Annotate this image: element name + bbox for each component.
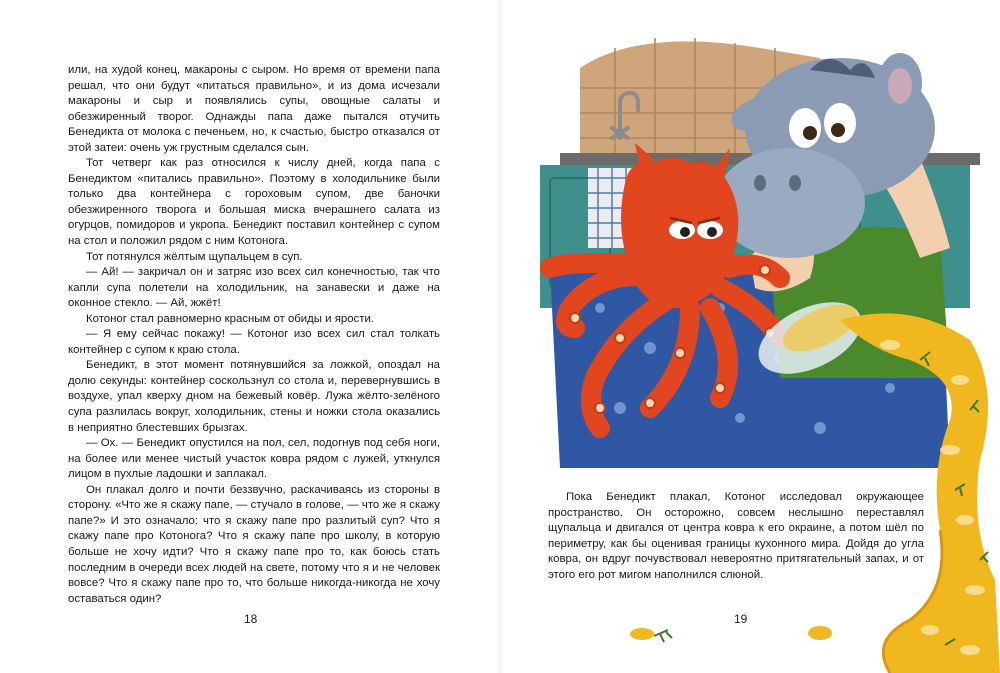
book-spine: [497, 0, 503, 673]
left-page-text: [68, 63, 440, 607]
right-page-text: [548, 490, 924, 583]
paragraph: — Ох. — Бенедикт опустился на пол, сел, подогнув под себя ноги, на более или менее чистый участок ковра рядом с лужей, уткнулся лицом в пухлые ладошки и заплакал.: [68, 437, 440, 481]
paragraph: Пока Бенедикт плакал, Котоног исследовал окружающее пространство. Он осторожно, совсем неслышно переставлял щупальца и двигался от центра ковра к его окраине, а потом шёл по периметру, как бы оценивая границы кухонного мира. Дойдя до угла ковра, он вдруг почувствовал невероятно притягательный запах, и от этого его рот мигом наполнился слюной.: [548, 491, 924, 581]
paragraph: Тот четверг как раз относился к числу дней, когда папа с Бенедиктом «питались правильно». Поэтому в холодильнике были только два контейнера с гороховым супом, две баночки обезжиренного творога и большая миска вчерашнего салата из огурцов, помидоров и укропа. Бенедикт поставил контейнер с супом на стол и положил рядом с ним Котонога.: [68, 157, 440, 248]
noodle-crumb-icon: [805, 622, 835, 644]
paragraph: Он плакал долго и почти беззвучно, раскачиваясь из стороны в сторону. «Что же я скажу папе, — стучало в голове, — что же я скажу папе?» И это означало: что я скажу папе про разлитый суп? Что я скажу папе про Котонога? Что я скажу папе про школу, в которую больше не хочу идти? Что я скажу папе про то, как боюсь стать последним в очереди всех людей на свете, потому что я и не человек вовсе? Что я скажу папе про то, что больше никогда-никогда не хочу оставаться один?: [68, 483, 440, 605]
page-number-left: 18: [244, 612, 258, 626]
noodle-crumb-icon: [628, 622, 678, 646]
page-number-right: 19: [734, 612, 748, 626]
paragraph: Тот потянулся жёлтым щупальцем в суп.: [86, 250, 303, 263]
soup-pour-illustration: [830, 300, 1000, 673]
paragraph: или, на худой конец, макароны с сыром. Но время от времени папа решал, что они будут «питаться правильно», и из дома исчезали макароны и сыр и появлялись супы, овощные салаты и обезжиренный творог. Однажды папа даже пытался отучить Бенедикта от молока с печеньем, но, к счастью, быстро отказался от этой затеи: очень уж грустным сделался сын.: [68, 64, 440, 154]
paragraph: — Ай! — закричал он и затряс изо всех сил конечностью, так что капли супа полетели на холодильник, на занавески и даже на оконное стекло. — Ай, жжёт!: [68, 266, 440, 310]
paragraph: Котоног стал равномерно красным от обиды и ярости.: [86, 312, 374, 325]
paragraph: — Я ему сейчас покажу! — Котоног изо всех сил стал толкать контейнер с супом к краю стола.: [68, 328, 440, 356]
paragraph: Бенедикт, в этот момент потянувшийся за ложкой, опоздал на долю секунды: контейнер соскользнул со стола и, перевернувшись в воздухе, упал кверху дном на бежевый ковёр. Лужа жёлто-зелёного супа разлилась вокруг, холодильник, стены и ножки стола оказались в неприятно блестевших брызгах.: [68, 359, 440, 434]
